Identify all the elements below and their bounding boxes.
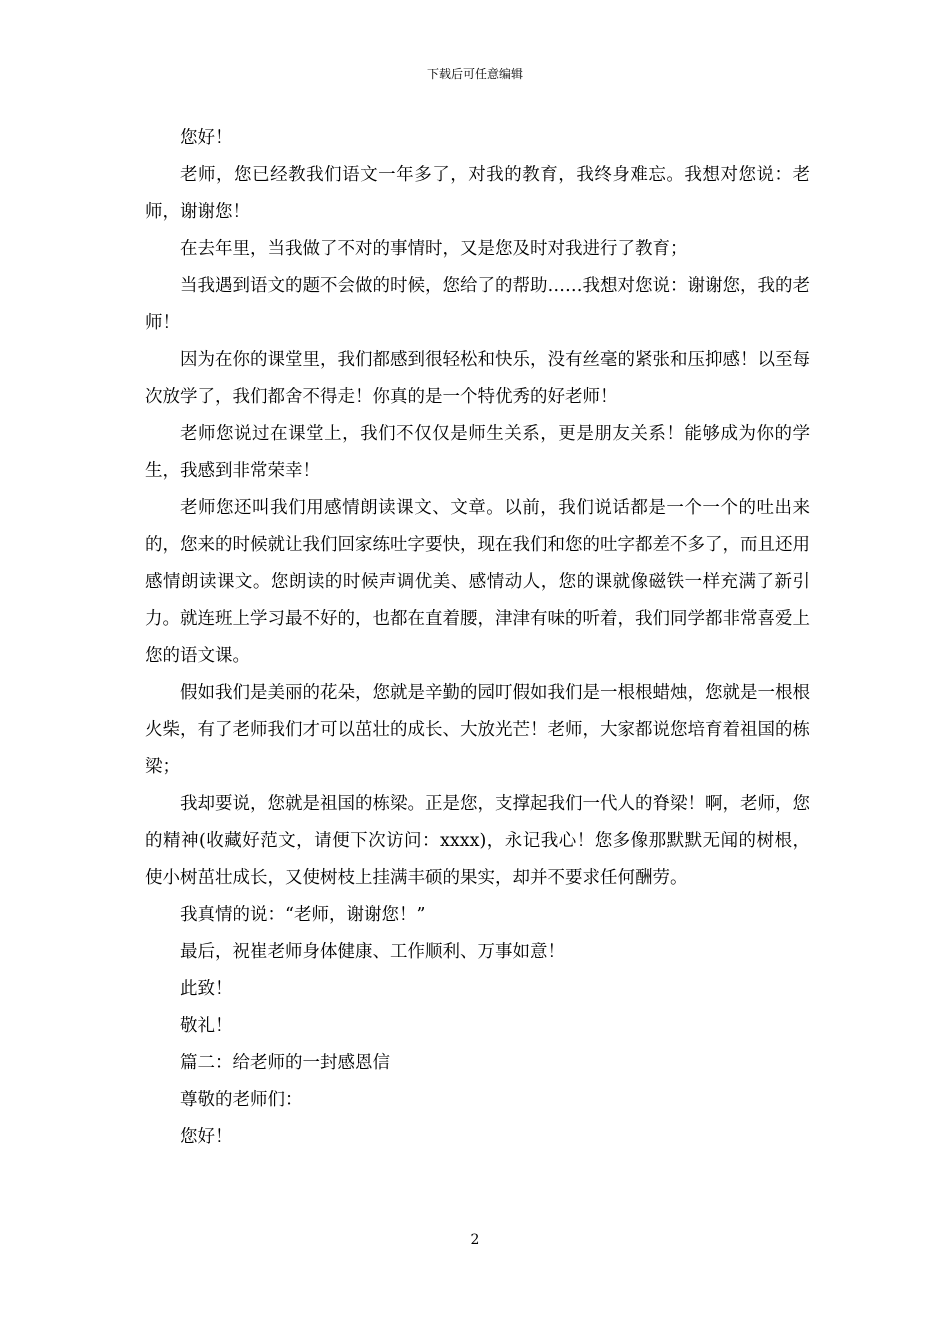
section-title: 篇二：给老师的一封感恩信 — [180, 1053, 390, 1073]
closing-line: 此致！ — [180, 979, 233, 999]
paragraph: 老师您说过在课堂上，我们不仅仅是师生关系，更是朋友关系！能够成为你的学生，我感到非常荣幸！ — [145, 424, 810, 481]
paragraph: 我却要说，您就是祖国的栋梁。正是您，支撑起我们一代人的脊梁！啊，老师，您的精神(收藏好范文，请便下次访问：xxxx)，永记我心！您多像那默默无闻的树根，使小树茁壮成长，又使树枝上挂满丰硕的果实，却并不要求任何酬劳。 — [145, 794, 810, 888]
paragraph-greeting: 您好！ — [180, 128, 233, 148]
paragraph: 我真情的说：“老师，谢谢您！” — [180, 905, 426, 925]
closing-line: 敬礼！ — [180, 1016, 233, 1036]
paragraph: 当我遇到语文的题不会做的时候，您给了的帮助……我想对您说：谢谢您，我的老师！ — [145, 276, 810, 333]
salutation: 尊敬的老师们： — [180, 1090, 303, 1110]
letter-body — [145, 120, 810, 1156]
paragraph: 因为在你的课堂里，我们都感到很轻松和快乐，没有丝毫的紧张和压抑感！以至每次放学了，我们都舍不得走！你真的是一个特优秀的好老师！ — [145, 350, 810, 407]
paragraph: 老师您还叫我们用感情朗读课文、文章。以前，我们说话都是一个一个的吐出来的，您来的时候就让我们回家练吐字要快，现在我们和您的吐字都差不多了，而且还用感情朗读课文。您朗读的时候声调优美、感情动人，您的课就像磁铁一样充满了新引力。就连班上学习最不好的，也都在直着腰，津津有味的听着，我们同学都非常喜爱上您的语文课。 — [145, 498, 810, 666]
paragraph: 最后，祝崔老师身体健康、工作顺利、万事如意！ — [180, 942, 565, 962]
paragraph: 老师，您已经教我们语文一年多了，对我的教育，我终身难忘。我想对您说：老师，谢谢您！ — [145, 165, 810, 222]
paragraph-greeting: 您好！ — [180, 1127, 233, 1147]
paragraph: 在去年里，当我做了不对的事情时，又是您及时对我进行了教育； — [180, 239, 688, 259]
page-number: 2 — [470, 1232, 480, 1248]
paragraph: 假如我们是美丽的花朵，您就是辛勤的园叮假如我们是一根根蜡烛，您就是一根根火柴，有了老师我们才可以茁壮的成长、大放光芒！老师，大家都说您培育着祖国的栋梁； — [145, 683, 810, 777]
page-header: 下载后可任意编辑 — [426, 67, 523, 81]
